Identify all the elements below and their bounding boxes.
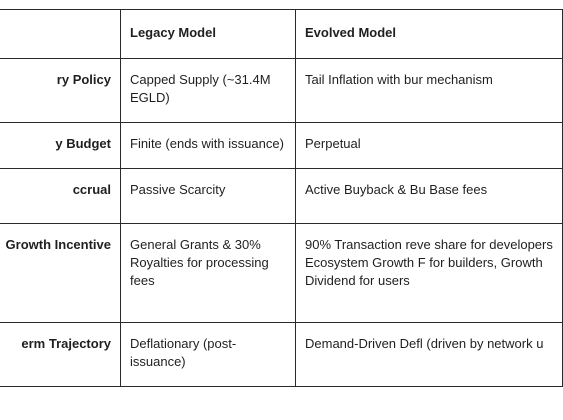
legacy-value: Passive Scarcity	[130, 182, 226, 197]
legacy-cell	[121, 323, 296, 387]
evolved-cell	[296, 323, 563, 387]
table-row	[0, 224, 563, 323]
legacy-value: Capped Supply (~31.4M EGLD)	[130, 72, 271, 105]
row-label-cell	[0, 123, 121, 169]
evolved-value: Tail Inflation with bur mechanism	[305, 72, 493, 87]
legacy-value: General Grants & 30% Royalties for processing fees	[130, 237, 269, 288]
row-label-cell	[0, 224, 121, 323]
header-aspect	[0, 10, 121, 59]
legacy-value: Finite (ends with issuance)	[130, 136, 284, 151]
row-label: erm Trajectory	[21, 336, 111, 351]
row-label: ccrual	[72, 182, 111, 197]
comparison-table	[0, 9, 563, 387]
row-label-cell	[0, 59, 121, 123]
evolved-value: Active Buyback & Bu Base fees	[305, 182, 488, 197]
evolved-cell	[296, 224, 563, 323]
header-evolved-model: Evolved Model	[296, 10, 563, 59]
legacy-cell	[121, 123, 296, 169]
row-label: Growth Incentive	[5, 237, 111, 252]
row-label-cell	[0, 169, 121, 224]
row-label-cell	[0, 323, 121, 387]
evolved-value: 90% Transaction reve share for developers Ecosystem Growth F for builders, Growth Dividend for users	[305, 237, 553, 288]
evolved-value: Demand-Driven Defl (driven by network u	[305, 336, 544, 351]
header-legacy-model: Legacy Model	[121, 10, 296, 59]
evolved-value: Perpetual	[305, 136, 361, 151]
table-row	[0, 123, 563, 169]
legacy-cell	[121, 169, 296, 224]
table-row	[0, 169, 563, 224]
legacy-cell	[121, 224, 296, 323]
table-row	[0, 59, 563, 123]
legacy-value: Deflationary (post-issuance)	[130, 336, 237, 369]
row-label: ry Policy	[56, 72, 111, 87]
row-label: y Budget	[55, 136, 111, 151]
table-header-row	[0, 10, 563, 59]
table-row	[0, 323, 563, 387]
evolved-cell	[296, 169, 563, 224]
legacy-cell	[121, 59, 296, 123]
evolved-cell	[296, 59, 563, 123]
evolved-cell	[296, 123, 563, 169]
